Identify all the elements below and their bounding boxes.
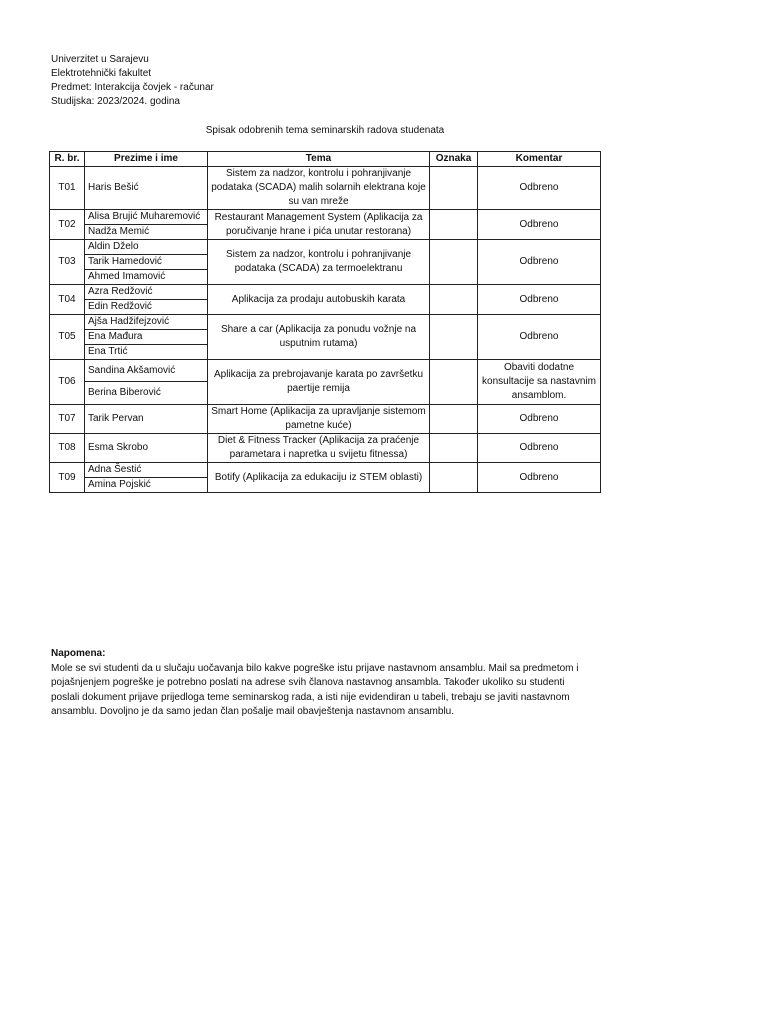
column-header-name: Prezime i ime xyxy=(85,152,208,167)
row-number: T08 xyxy=(50,434,85,463)
comment-cell: Odbreno xyxy=(478,315,601,360)
student-name: Ajša Hadžifejzović xyxy=(85,315,208,330)
row-number: T04 xyxy=(50,285,85,315)
student-name: Aldin Dželo xyxy=(85,240,208,255)
student-name: Haris Bešić xyxy=(85,167,208,210)
topics-table xyxy=(49,151,601,493)
student-name: Tarik Hamedović xyxy=(85,255,208,270)
comment-cell: Odbreno xyxy=(478,434,601,463)
label-cell xyxy=(430,285,478,315)
note-section xyxy=(51,647,591,720)
student-name: Alisa Brujić Muharemović xyxy=(85,210,208,225)
table-row xyxy=(50,167,601,210)
table-row xyxy=(50,434,601,463)
row-number: T01 xyxy=(50,167,85,210)
comment-cell: Odbreno xyxy=(478,210,601,240)
comment-cell: Obaviti dodatne konsultacije sa nastavnim ansamblom. xyxy=(478,360,601,405)
student-name: Ena Mađura xyxy=(85,330,208,345)
student-name: Berina Biberović xyxy=(85,382,208,405)
topic-cell: Diet & Fitness Tracker (Aplikacija za praćenje parametara i napretka u svijetu fitnessa) xyxy=(208,434,430,463)
student-name: Ahmed Imamović xyxy=(85,270,208,285)
table-body xyxy=(50,167,601,493)
topic-cell: Aplikacija za prebrojavanje karata po završetku paertije remija xyxy=(208,360,430,405)
topic-cell: Botify (Aplikacija za edukaciju iz STEM oblasti) xyxy=(208,463,430,493)
label-cell xyxy=(430,434,478,463)
topic-cell: Restaurant Management System (Aplikacija za poručivanje hrane i pića unutar restorana) xyxy=(208,210,430,240)
row-number: T07 xyxy=(50,405,85,434)
table-row xyxy=(50,360,601,382)
label-cell xyxy=(430,405,478,434)
academic-year: Studijska: 2023/2024. godina xyxy=(51,96,180,107)
student-name: Sandina Akšamović xyxy=(85,360,208,382)
comment-cell: Odbreno xyxy=(478,285,601,315)
label-cell xyxy=(430,315,478,360)
student-name: Amina Pojskić xyxy=(85,478,208,493)
student-name: Tarik Pervan xyxy=(85,405,208,434)
label-cell xyxy=(430,210,478,240)
student-name: Nadža Memić xyxy=(85,225,208,240)
note-text: Mole se svi studenti da u slučaju uočavanja bilo kakve pogreške istu prijave nastavnom ansamblu. Mail sa predmetom i pojašnjenjem pogreške je potrebno poslati na adrese svih članova nastavnog ansambla. Također ukoliko su studenti poslali dokument prijave prijedloga teme seminarskog rada, a isti nije evidendiran u tabeli, trebaju se javiti nastavnom ansamblu. Dovoljno je da samo jedan član pošalje mail obavještenja nastavnom ansamblu. xyxy=(51,662,579,717)
comment-cell: Odbreno xyxy=(478,405,601,434)
document-title: Spisak odobrenih tema seminarskih radova studenata xyxy=(205,125,445,136)
row-number: T02 xyxy=(50,210,85,240)
column-header-comment: Komentar xyxy=(478,152,601,167)
comment-cell: Odbreno xyxy=(478,167,601,210)
table-header-row xyxy=(50,152,601,167)
row-number: T09 xyxy=(50,463,85,493)
table-row xyxy=(50,210,601,225)
comment-cell: Odbreno xyxy=(478,240,601,285)
note-title: Napomena: xyxy=(51,648,106,659)
comment-cell: Odbreno xyxy=(478,463,601,493)
table-row xyxy=(50,285,601,300)
student-name: Esma Skrobo xyxy=(85,434,208,463)
label-cell xyxy=(430,463,478,493)
student-name: Ena Trtić xyxy=(85,345,208,360)
topic-cell: Smart Home (Aplikacija za upravljanje sistemom pametne kuće) xyxy=(208,405,430,434)
row-number: T06 xyxy=(50,360,85,405)
table-row xyxy=(50,315,601,330)
column-header-label: Oznaka xyxy=(430,152,478,167)
table-row xyxy=(50,405,601,434)
document-header xyxy=(51,53,214,109)
table-row xyxy=(50,240,601,255)
faculty-name: Elektrotehnički fakultet xyxy=(51,68,152,79)
university-name: Univerzitet u Sarajevu xyxy=(51,54,149,65)
column-header-number: R. br. xyxy=(50,152,85,167)
label-cell xyxy=(430,360,478,405)
topic-cell: Aplikacija za prodaju autobuskih karata xyxy=(208,285,430,315)
student-name: Adna Šestić xyxy=(85,463,208,478)
student-name: Azra Redžović xyxy=(85,285,208,300)
row-number: T03 xyxy=(50,240,85,285)
student-name: Edin Redžović xyxy=(85,300,208,315)
column-header-topic: Tema xyxy=(208,152,430,167)
label-cell xyxy=(430,240,478,285)
label-cell xyxy=(430,167,478,210)
topic-cell: Share a car (Aplikacija za ponudu vožnje na usputnim rutama) xyxy=(208,315,430,360)
topic-cell: Sistem za nadzor, kontrolu i pohranjivanje podataka (SCADA) malih solarnih elektrana koje su van mreže xyxy=(208,167,430,210)
topic-cell: Sistem za nadzor, kontrolu i pohranjivanje podataka (SCADA) za termoelektranu xyxy=(208,240,430,285)
row-number: T05 xyxy=(50,315,85,360)
course-name: Predmet: Interakcija čovjek - računar xyxy=(51,82,214,93)
table-row xyxy=(50,463,601,478)
